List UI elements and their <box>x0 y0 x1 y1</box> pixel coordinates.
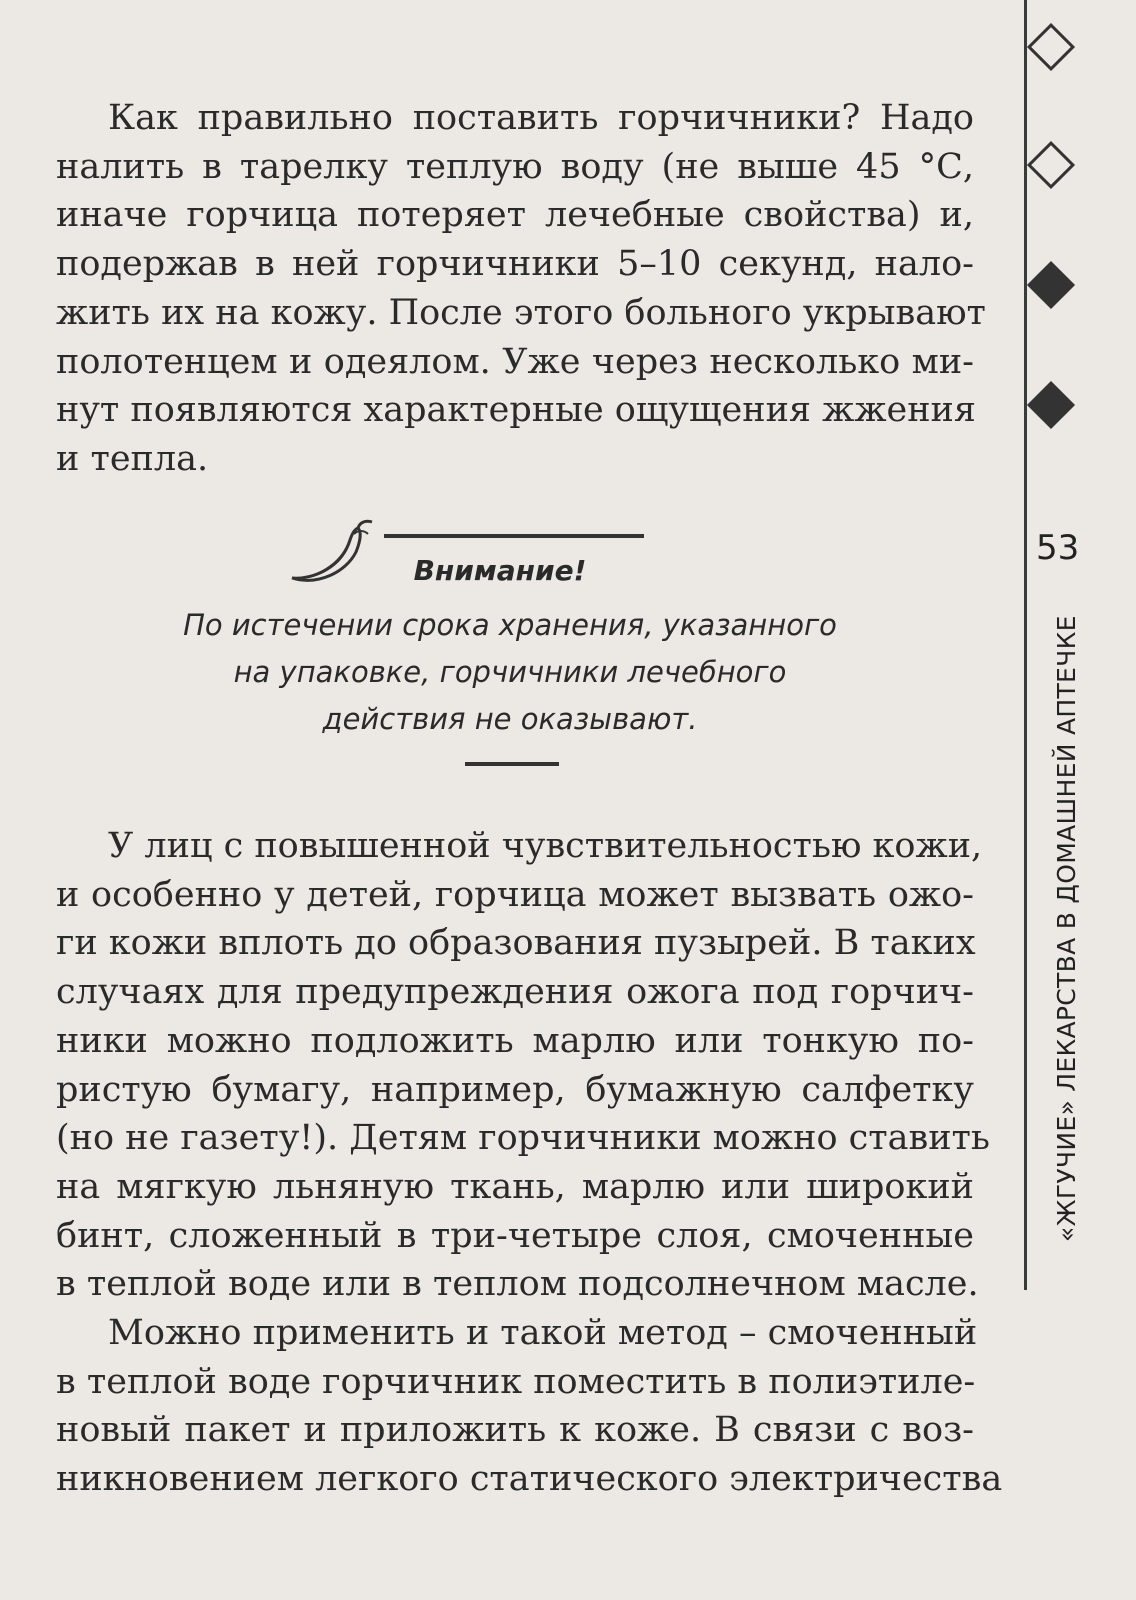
callout-line: действия не оказывают. <box>322 702 698 736</box>
text-line: случаях для предупреждения ожога под горчич- <box>56 972 974 1013</box>
filled-diamond-icon <box>1027 261 1075 309</box>
running-head: «ЖГУЧИЕ» ЛЕКАРСТВА В ДОМАШНЕЙ АПТЕЧКЕ <box>1052 615 1081 1242</box>
filled-diamond-icon <box>1027 381 1075 429</box>
text-line: Как правильно поставить горчичники? Надо <box>108 98 974 138</box>
text-line: Можно применить и такой метод – смоченный <box>108 1313 978 1354</box>
warning-callout <box>0 508 1000 778</box>
text-line: (но не газету!). Детям горчичники можно ставить <box>56 1118 990 1159</box>
text-line: ги кожи вплоть до образования пузырей. В таких <box>56 923 976 964</box>
hollow-diamond-icon <box>1027 141 1075 189</box>
text-line: в теплой воде или в теплом подсолнечном масле. <box>56 1264 979 1305</box>
text-line: подержав в ней горчичники 5–10 секунд, нало- <box>56 244 974 285</box>
text-line: и особенно у детей, горчица может вызвать ожо- <box>56 874 974 915</box>
callout-line: По истечении срока хранения, указанного <box>183 608 837 642</box>
text-line: полотенцем и одеялом. Уже через несколько ми- <box>56 341 974 382</box>
page-number: 53 <box>1036 528 1080 568</box>
callout-bottom-divider <box>465 762 559 766</box>
text-line: на мягкую льняную ткань, марлю или широкий <box>56 1166 974 1207</box>
text-line: нут появляются характерные ощущения жжения <box>56 390 976 431</box>
text-line: никновением легкого статического электричества <box>56 1459 1003 1500</box>
text-line: ники можно подложить марлю или тонкую по- <box>56 1020 974 1061</box>
text-line: налить в тарелку теплую воду (не выше 45 °С, <box>56 146 974 187</box>
text-line: в теплой воде горчичник поместить в полиэтиле- <box>56 1361 976 1402</box>
text-block-2 <box>56 822 1003 1504</box>
callout-body <box>100 602 920 743</box>
text-line: новый пакет и приложить к коже. В связи с воз- <box>56 1410 974 1451</box>
callout-line: на упаковке, горчичники лечебного <box>233 655 787 689</box>
callout-title: Внимание! <box>413 554 587 587</box>
sidebar-rule <box>1024 0 1027 1290</box>
hollow-diamond-icon <box>1027 23 1075 71</box>
text-line: У лиц с повышенной чувствительностью кожи, <box>108 826 983 866</box>
callout-top-divider <box>384 534 644 538</box>
text-line: жить их на кожу. После этого больного укрывают <box>56 292 986 333</box>
text-line: бинт, сложенный в три-четыре слоя, смоченные <box>56 1215 974 1256</box>
text-line: ристую бумагу, например, бумажную салфетку <box>56 1069 974 1110</box>
text-line: иначе горчица потеряет лечебные свойства) и, <box>56 195 974 236</box>
text-line: и тепла. <box>56 438 209 479</box>
text-block-1 <box>56 94 986 484</box>
